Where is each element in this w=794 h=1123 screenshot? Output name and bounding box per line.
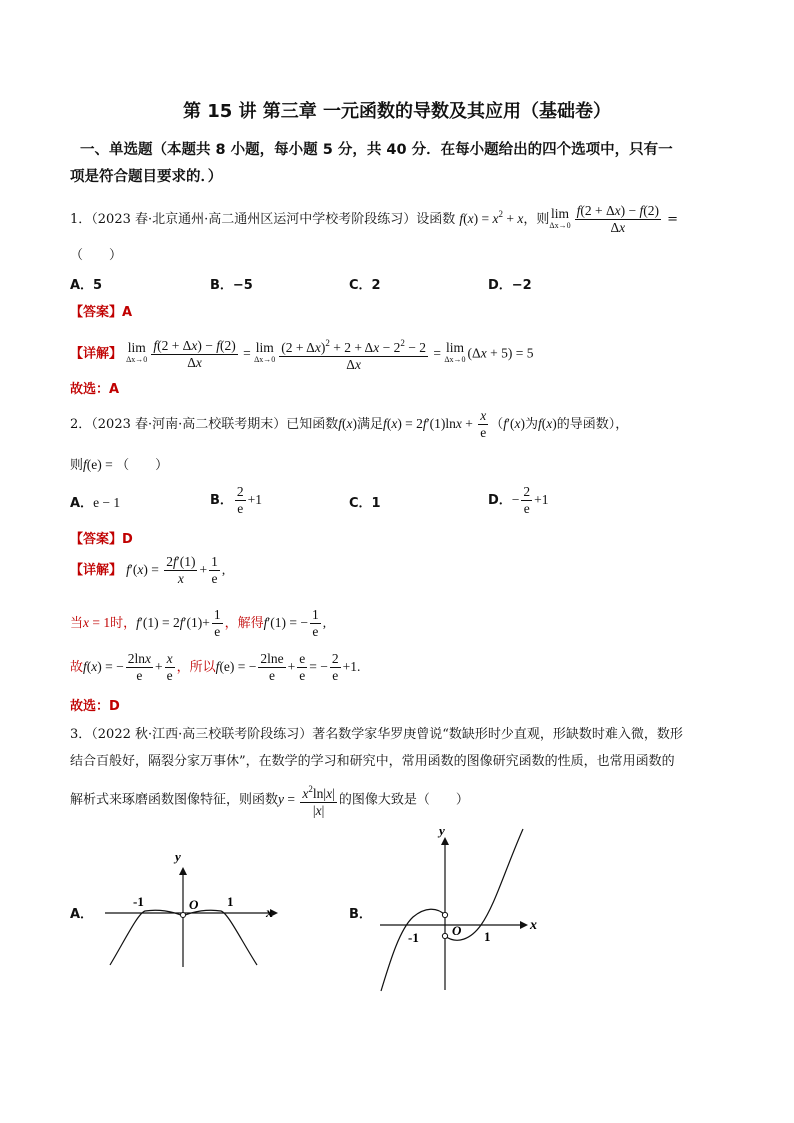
q2-option-b: B． $\frac{2}{e}$ +1 <box>210 484 263 516</box>
question-3-line1: 3．（2022 秋·江西·高三校联考阶段练习）著名数学家华罗庚曾说“数缺形时少直观，形缺数时难入微，数形 <box>70 727 683 742</box>
graph-b-origin: O <box>452 923 462 938</box>
q1-limit-fraction: $\frac{f(2 + \Delta x) - f(2)}{\Delta x}$ <box>576 203 660 235</box>
graph-b-1: 1 <box>484 929 491 944</box>
question-3-line3: 解析式来琢磨函数图像特征，则函数y = $\frac{x^2\ln|x|}{|x|}$ 的图像大致是（ ） <box>70 781 469 819</box>
question-1-paren: （ ） <box>70 248 123 263</box>
q1-detail: 【详解】 lim Δx→0 $\frac{f(2 + \Delta x) - f(2)}{\Delta x}$ = lim Δx→0 $\frac{(2 + \Delta x)^2 + 2 + \Delta x - 2^2 - 2}{\Delta x}$ = lim Δx→0 (Δx + 5) = 5 <box>70 335 533 373</box>
q1-option-d: D．−2 <box>488 278 532 293</box>
q1-option-c: C．2 <box>349 278 381 293</box>
q2-option-d: D．− $\frac{2}{e}$ +1 <box>488 484 549 516</box>
graph-b-x-label: x <box>530 918 537 933</box>
graph-a-neg1: -1 <box>133 894 144 909</box>
question-3-line2: 结合百般好，隔裂分家万事休”，在数学的学习和研究中，常用函数的图像研究函数的性质，也常用函数的 <box>70 754 675 769</box>
question-2-ask: 则f(e) = （ ） <box>70 457 169 473</box>
q2-answer: 【答案】D <box>70 532 133 547</box>
question-1-stem: 1．（2023 春·北京通州·高二通州区运河中学校考阶段练习）设函数 $f(x) = x^2 + x$，则 lim Δx→0 $\frac{f(2 + \Delta x) - f(2)}{\Delta x}$ = <box>70 203 679 235</box>
graph-a-x-label: x <box>266 906 273 921</box>
q2-detail-2: 当x = 1时，f′(1) = 2f′(1)+ $\frac{1}{e}$ ，解得f′(1) = − $\frac{1}{e}$ , <box>70 607 327 639</box>
graph-b-y-label: y <box>439 825 445 838</box>
q2-option-a: A．e − 1 <box>70 495 121 511</box>
q1-option-a: A．5 <box>70 278 103 293</box>
q2-option-c: C．1 <box>349 496 381 511</box>
q3-option-a-label: A． <box>70 907 94 922</box>
q1-option-b: B．−5 <box>210 278 253 293</box>
q1-answer: 【答案】A <box>70 305 133 320</box>
graph-a-1: 1 <box>227 894 234 909</box>
section-heading-line1: 一、单选题（本题共 8 小题，每小题 5 分，共 40 分．在每小题给出的四个选项中，只有一 <box>80 142 673 158</box>
q2-detail-1: 【详解】 f′(x) = $\frac{2f'(1)}{x}$ + $\frac{1}{e}$ , <box>70 554 226 586</box>
q2-detail-3: 故f(x) = − $\frac{2\ln x}{e}$ + $\frac{x}{e}$ ，所以f(e) = − $\frac{2\ln e}{e}$ + $\frac{e}{e}$ = − $\frac{2}{e}$ +1. <box>70 651 361 683</box>
q1-function: $f(x) = x^2 + x$ <box>459 209 524 226</box>
graph-a-origin: O <box>189 897 199 912</box>
graph-b-neg1: -1 <box>408 930 419 945</box>
q3-option-b-label: B． <box>349 907 372 922</box>
page-title: 第 15 讲 第三章 一元函数的导数及其应用（基础卷） <box>182 101 612 122</box>
q3-graph-b <box>375 825 550 995</box>
question-2-stem: 2．（2023 春·河南·高二校联考期末）已知函数f(x)满足f(x) = 2f′(1)lnx + $\frac{x}{e}$ （f′(x)为f(x)的导函数）， <box>70 408 629 440</box>
section-heading-line2: 项是符合题目要求的．） <box>70 169 223 185</box>
q1-choose: 故选：A <box>70 382 120 397</box>
q2-choose: 故选：D <box>70 699 120 714</box>
graph-a-y-label: y <box>175 849 181 864</box>
q3-graph-a <box>100 845 290 970</box>
